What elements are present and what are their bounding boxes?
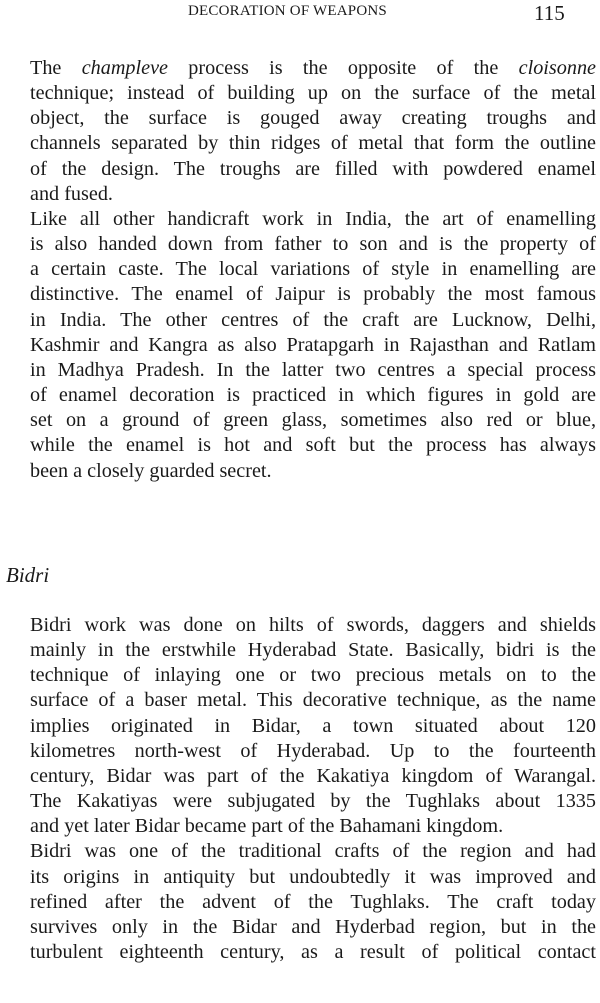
- text-line: of the design. The troughs are filled with powdered enamel: [30, 157, 596, 180]
- text-line: Kashmir and Kangra as also Pratapgarh in Rajasthan and Ratlam: [30, 333, 596, 356]
- text-line: of enamel decoration is practiced in which figures in gold are: [30, 384, 596, 407]
- text-line: distinctive. The enamel of Jaipur is probably the most famous: [30, 283, 596, 306]
- text-line: a certain caste. The local variations of style in enamelling are: [30, 258, 596, 281]
- text-line: channels separated by thin ridges of metal that form the outline: [30, 132, 596, 155]
- text-line: kilometres north-west of Hyderabad. Up to the fourteenth: [30, 739, 596, 762]
- bidri-section: [6, 613, 596, 965]
- text-line: is also handed down from father to son and is the property of: [30, 233, 596, 256]
- paragraph-champleve: [6, 56, 596, 207]
- text-line: its origins in antiquity but undoubtedly it was improved and: [30, 865, 596, 888]
- enamel-section: [6, 56, 596, 484]
- text-line: Like all other handicraft work in India, the art of enamelling: [30, 207, 596, 230]
- text-line: refined after the advent of the Tughlaks. The craft today: [30, 890, 596, 913]
- text-line: The Kakatiyas were subjugated by the Tughlaks about 1335: [30, 790, 596, 813]
- text-line: surface of a baser metal. This decorative technique, as the name: [30, 689, 596, 712]
- text-line: been a closely guarded secret.: [30, 459, 272, 482]
- text-line: object, the surface is gouged away creating troughs and: [30, 107, 596, 130]
- term-cloisonne: cloisonne: [518, 57, 596, 79]
- text-line: and yet later Bidar became part of the Bahamani kingdom.: [30, 815, 504, 838]
- page-number: 115: [534, 1, 565, 25]
- text-line: mainly in the erstwhile Hyderabad State. Basically, bidri is the: [30, 639, 596, 662]
- paragraph-bidri-intro: [6, 613, 596, 839]
- text-line: in India. The other centres of the craft are Lucknow, Delhi,: [30, 308, 596, 331]
- text-line: Bidri was one of the traditional crafts of the region and had: [30, 840, 596, 863]
- text-line: while the enamel is hot and soft but the process has always: [30, 434, 596, 457]
- text-line: century, Bidar was part of the Kakatiya kingdom of Warangal.: [30, 764, 596, 787]
- text-line: technique of inlaying one or two precious metals on to the: [30, 664, 596, 687]
- paragraph-bidri-history: [6, 839, 596, 965]
- text-line: turbulent eighteenth century, as a result of political contact: [30, 941, 596, 964]
- text-line: set on a ground of green glass, sometimes also red or blue,: [30, 409, 596, 432]
- text-line: survives only in the Bidar and Hyderbad region, but in the: [30, 915, 596, 938]
- running-head: DECORATION OF WEAPONS: [188, 3, 387, 19]
- text-line: and fused.: [30, 182, 113, 205]
- text-line: technique; instead of building up on the surface of the metal: [30, 82, 596, 105]
- text-line: Bidri work was done on hilts of swords, daggers and shields: [30, 614, 596, 636]
- text-line: in Madhya Pradesh. In the latter two centres a special process: [30, 358, 596, 381]
- paragraph-enamelling: [6, 207, 596, 484]
- term-champleve: champleve: [81, 57, 168, 79]
- section-heading-bidri: Bidri: [6, 563, 50, 587]
- text-line: The champleve process is the opposite of the cloisonne: [30, 57, 596, 79]
- text-line: implies originated in Bidar, a town situated about 120: [30, 714, 596, 737]
